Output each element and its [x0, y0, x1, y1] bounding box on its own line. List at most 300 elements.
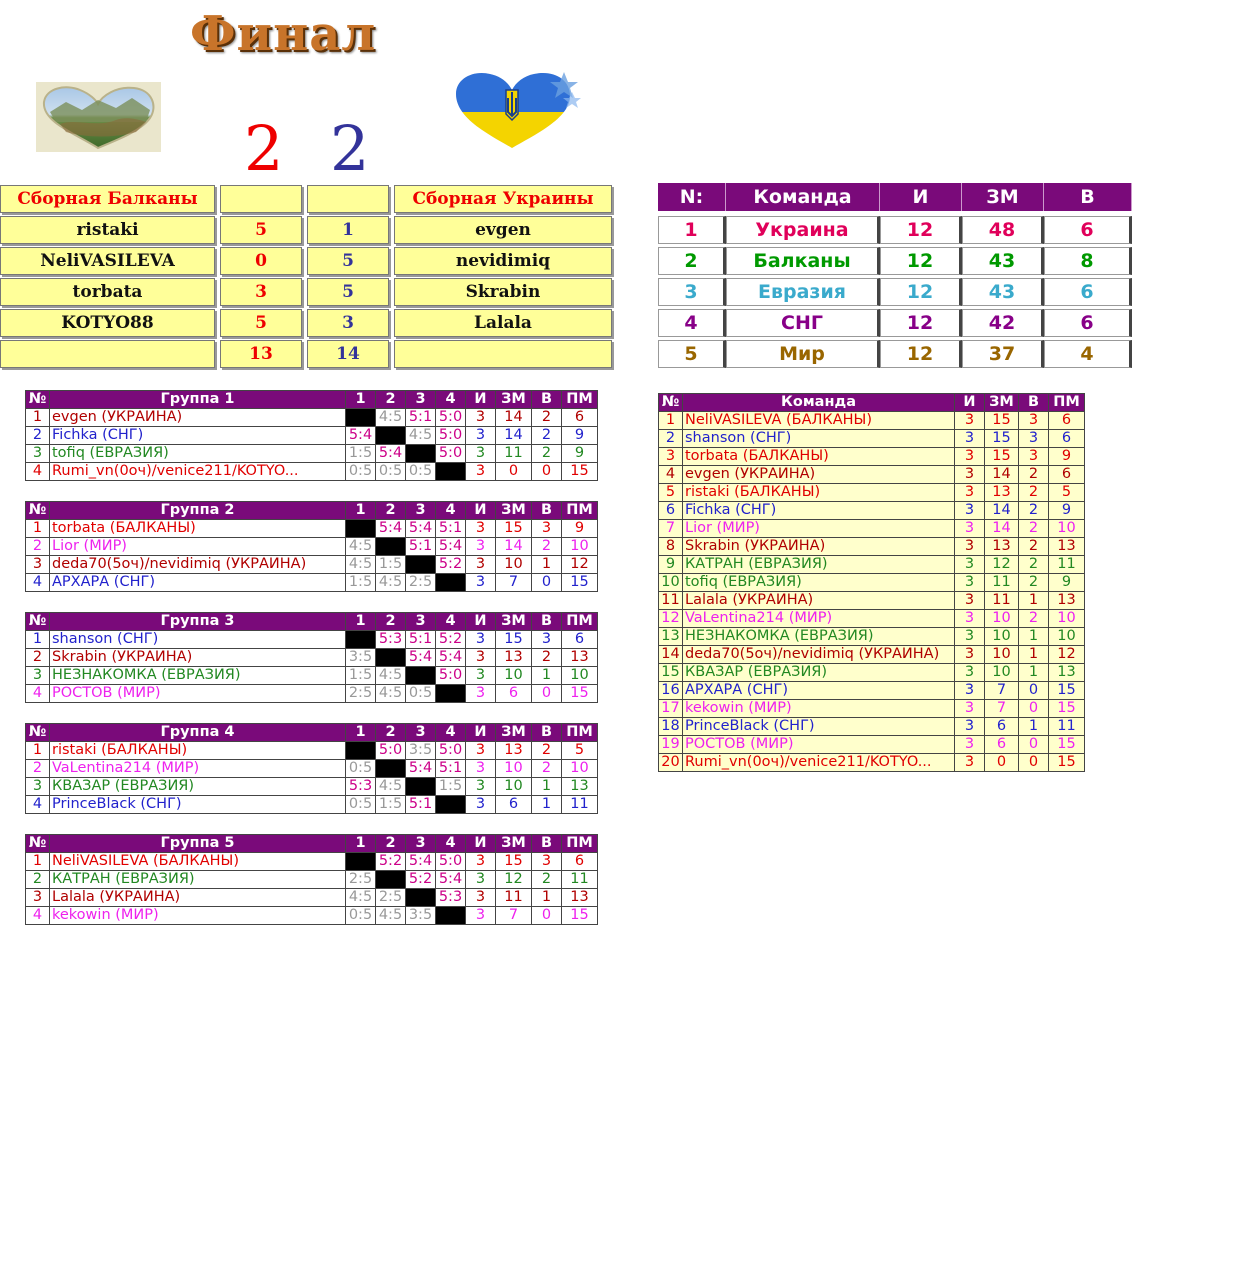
- player-right-score: 5: [307, 247, 389, 275]
- score-cell: [307, 185, 389, 213]
- stat-cell: 13: [496, 742, 532, 760]
- stat-cell: 15: [562, 463, 598, 481]
- stat-cell: 3: [466, 463, 496, 481]
- stat-cell: 10: [1049, 610, 1085, 628]
- table-row: [659, 484, 1085, 502]
- player-name: deda70(5оч)/nevidimiq (УКРАИНА): [50, 556, 346, 574]
- row-number: 1: [26, 631, 50, 649]
- team-left-name: Сборная Балканы: [0, 185, 215, 213]
- stat-cell: 2: [659, 430, 683, 448]
- game-score: 0:5: [406, 685, 436, 703]
- table-row: [26, 631, 598, 649]
- player-left: torbata: [0, 278, 215, 306]
- stat-cell: 3: [955, 520, 985, 538]
- group-header: И: [466, 391, 496, 409]
- player-name: evgen (УКРАИНА): [50, 409, 346, 427]
- stat-cell: 3: [955, 448, 985, 466]
- stat-cell: 3: [955, 574, 985, 592]
- standings-header: В: [1044, 183, 1132, 211]
- stat-cell: 3: [955, 646, 985, 664]
- game-score: 3:5: [406, 742, 436, 760]
- game-score: 0:5: [346, 907, 376, 925]
- stat-cell: 3: [955, 556, 985, 574]
- self-cell: [406, 445, 436, 463]
- group-header: №: [26, 724, 50, 742]
- player-name: ristaki (БАЛКАНЫ): [683, 484, 955, 502]
- standings-cell: 12: [880, 309, 962, 337]
- group-header: В: [532, 502, 562, 520]
- game-score: 2:5: [406, 574, 436, 592]
- stat-cell: 9: [562, 520, 598, 538]
- team-right-name: Сборная Украины: [394, 185, 612, 213]
- stat-cell: 11: [562, 871, 598, 889]
- stat-cell: 15: [985, 412, 1019, 430]
- table-row: [26, 907, 598, 925]
- row-number: 2: [26, 760, 50, 778]
- group-header: 1: [346, 724, 376, 742]
- stat-cell: 3: [955, 754, 985, 772]
- player-name: КАТРАН (ЕВРАЗИЯ): [50, 871, 346, 889]
- stat-cell: 10: [985, 646, 1019, 664]
- game-score: 5:1: [436, 520, 466, 538]
- game-score: 1:5: [346, 574, 376, 592]
- row-number: 1: [26, 520, 50, 538]
- standings-cell: 48: [962, 216, 1044, 244]
- table-row: [26, 667, 598, 685]
- player-name: NeliVASILEVA (БАЛКАНЫ): [683, 412, 955, 430]
- group-header: №: [26, 613, 50, 631]
- game-score: 5:0: [436, 742, 466, 760]
- stat-cell: 14: [985, 466, 1019, 484]
- standings-cell: 43: [962, 278, 1044, 306]
- row-number: 1: [26, 853, 50, 871]
- stat-cell: 0: [1019, 700, 1049, 718]
- game-score: 0:5: [346, 463, 376, 481]
- standings-cell: 4: [1044, 340, 1132, 368]
- player-right: evgen: [394, 216, 612, 244]
- player-name: КАТРАН (ЕВРАЗИЯ): [683, 556, 955, 574]
- row-number: 3: [26, 889, 50, 907]
- stat-cell: 2: [532, 445, 562, 463]
- game-score: 5:2: [436, 631, 466, 649]
- stat-cell: 6: [1049, 430, 1085, 448]
- game-score: 5:0: [436, 853, 466, 871]
- stat-cell: 8: [659, 538, 683, 556]
- table-row: [26, 853, 598, 871]
- group-header: 1: [346, 835, 376, 853]
- standings-cell: 6: [1044, 216, 1132, 244]
- table-row: [659, 520, 1085, 538]
- row-number: 3: [26, 445, 50, 463]
- stat-cell: 3: [466, 574, 496, 592]
- stat-cell: 7: [985, 700, 1019, 718]
- group-header: 4: [436, 613, 466, 631]
- player-name: Lior (МИР): [50, 538, 346, 556]
- stat-cell: 1: [1019, 718, 1049, 736]
- stat-cell: 1: [1019, 646, 1049, 664]
- stat-cell: 3: [466, 889, 496, 907]
- standings-header: ЗМ: [962, 183, 1044, 211]
- standings-cell: Украина: [726, 216, 880, 244]
- game-score: 5:3: [376, 631, 406, 649]
- stat-cell: 7: [659, 520, 683, 538]
- self-cell: [346, 853, 376, 871]
- stat-cell: 3: [466, 742, 496, 760]
- group-header: №: [26, 502, 50, 520]
- stat-cell: 15: [562, 574, 598, 592]
- row-number: 2: [26, 538, 50, 556]
- player-right: Skrabin: [394, 278, 612, 306]
- player-right-score: 1: [307, 216, 389, 244]
- game-score: 2:5: [346, 871, 376, 889]
- stat-cell: 7: [496, 574, 532, 592]
- stat-cell: 15: [496, 520, 532, 538]
- stat-cell: 3: [955, 430, 985, 448]
- group-header: 2: [376, 613, 406, 631]
- stat-cell: 0: [532, 907, 562, 925]
- game-score: 5:1: [436, 760, 466, 778]
- row-number: 4: [26, 907, 50, 925]
- game-score: 4:5: [376, 778, 406, 796]
- game-score: 1:5: [346, 445, 376, 463]
- stat-cell: 12: [659, 610, 683, 628]
- game-score: 4:5: [376, 409, 406, 427]
- group-header: В: [532, 391, 562, 409]
- stat-cell: 19: [659, 736, 683, 754]
- row-number: 3: [26, 778, 50, 796]
- group-header: Группа 3: [50, 613, 346, 631]
- player-name: Fichka (СНГ): [50, 427, 346, 445]
- group-header: №: [26, 835, 50, 853]
- stat-cell: 13: [496, 649, 532, 667]
- table-row: [26, 778, 598, 796]
- player-right-score: 5: [307, 278, 389, 306]
- stat-cell: 10: [562, 667, 598, 685]
- stat-cell: 10: [496, 556, 532, 574]
- game-score: 4:5: [376, 907, 406, 925]
- player-name: КВАЗАР (ЕВРАЗИЯ): [50, 778, 346, 796]
- group-table: [25, 834, 598, 925]
- stat-cell: 15: [496, 631, 532, 649]
- stat-cell: 3: [955, 736, 985, 754]
- table-row: [26, 445, 598, 463]
- stat-cell: 6: [562, 409, 598, 427]
- stat-cell: 0: [532, 685, 562, 703]
- stat-cell: 3: [466, 760, 496, 778]
- stat-cell: 15: [985, 448, 1019, 466]
- game-score: 5:4: [346, 427, 376, 445]
- group-header: 3: [406, 613, 436, 631]
- player-name: shanson (СНГ): [683, 430, 955, 448]
- rating-header: И: [955, 394, 985, 412]
- standings-header: И: [880, 183, 962, 211]
- stat-cell: 10: [496, 667, 532, 685]
- game-score: 3:5: [346, 649, 376, 667]
- stat-cell: 3: [659, 448, 683, 466]
- player-left: ristaki: [0, 216, 215, 244]
- game-score: 5:2: [376, 853, 406, 871]
- stat-cell: 3: [466, 853, 496, 871]
- table-row: [26, 463, 598, 481]
- table-row: [659, 646, 1085, 664]
- group-header: 1: [346, 502, 376, 520]
- stat-cell: 13: [1049, 592, 1085, 610]
- stat-cell: 7: [985, 682, 1019, 700]
- standings-cell: 5: [658, 340, 726, 368]
- self-cell: [436, 907, 466, 925]
- stat-cell: 20: [659, 754, 683, 772]
- stat-cell: 2: [1019, 610, 1049, 628]
- stat-cell: 6: [496, 796, 532, 814]
- stat-cell: 6: [496, 685, 532, 703]
- stat-cell: 3: [955, 628, 985, 646]
- stat-cell: 10: [985, 628, 1019, 646]
- stat-cell: 1: [1019, 592, 1049, 610]
- player-name: НЕЗНАКОМКА (ЕВРАЗИЯ): [50, 667, 346, 685]
- stat-cell: 15: [1049, 682, 1085, 700]
- stat-cell: 2: [532, 760, 562, 778]
- self-cell: [436, 685, 466, 703]
- mountain-heart-image: [36, 82, 161, 152]
- stat-cell: 2: [1019, 484, 1049, 502]
- group-header: 3: [406, 724, 436, 742]
- group-header: 2: [376, 724, 406, 742]
- stat-cell: 3: [466, 778, 496, 796]
- stat-cell: 13: [1049, 538, 1085, 556]
- group-header: ЗМ: [496, 613, 532, 631]
- group-header: 3: [406, 502, 436, 520]
- game-score: 5:0: [436, 445, 466, 463]
- player-name: shanson (СНГ): [50, 631, 346, 649]
- group-header: ЗМ: [496, 835, 532, 853]
- stat-cell: 3: [955, 466, 985, 484]
- stat-cell: 6: [1049, 412, 1085, 430]
- player-right-score: 3: [307, 309, 389, 337]
- stat-cell: 11: [985, 592, 1019, 610]
- stat-cell: 0: [1019, 736, 1049, 754]
- standings-cell: Балканы: [726, 247, 880, 275]
- player-name: Lior (МИР): [683, 520, 955, 538]
- stat-cell: 2: [532, 427, 562, 445]
- game-score: 5:4: [376, 520, 406, 538]
- stat-cell: 14: [985, 502, 1019, 520]
- stat-cell: 3: [532, 853, 562, 871]
- total-left: 13: [220, 340, 302, 368]
- stat-cell: 3: [466, 427, 496, 445]
- game-score: 5:4: [406, 649, 436, 667]
- stat-cell: 3: [955, 412, 985, 430]
- self-cell: [376, 427, 406, 445]
- self-cell: [376, 760, 406, 778]
- stat-cell: 2: [1019, 556, 1049, 574]
- stat-cell: 0: [532, 463, 562, 481]
- stat-cell: 3: [955, 718, 985, 736]
- stat-cell: 15: [659, 664, 683, 682]
- player-name: tofiq (ЕВРАЗИЯ): [50, 445, 346, 463]
- rating-header: №: [659, 394, 683, 412]
- player-left-score: 3: [220, 278, 302, 306]
- standings-cell: 8: [1044, 247, 1132, 275]
- stat-cell: 1: [659, 412, 683, 430]
- group-header: Группа 1: [50, 391, 346, 409]
- table-row: [659, 556, 1085, 574]
- game-score: 1:5: [436, 778, 466, 796]
- game-score: 4:5: [406, 427, 436, 445]
- total-right: 14: [307, 340, 389, 368]
- stat-cell: 1: [1019, 664, 1049, 682]
- group-header: 1: [346, 391, 376, 409]
- table-row: [26, 760, 598, 778]
- stat-cell: 12: [985, 556, 1019, 574]
- game-score: 5:2: [436, 556, 466, 574]
- table-row: [26, 574, 598, 592]
- stat-cell: 5: [1049, 484, 1085, 502]
- standings-cell: 12: [880, 247, 962, 275]
- stat-cell: 3: [955, 484, 985, 502]
- self-cell: [376, 538, 406, 556]
- table-row: [659, 736, 1085, 754]
- self-cell: [346, 409, 376, 427]
- game-score: 5:4: [436, 871, 466, 889]
- group-table: [25, 612, 598, 703]
- stat-cell: 15: [985, 430, 1019, 448]
- player-name: tofiq (ЕВРАЗИЯ): [683, 574, 955, 592]
- stat-cell: 14: [496, 538, 532, 556]
- stat-cell: 17: [659, 700, 683, 718]
- standings-cell: 37: [962, 340, 1044, 368]
- player-right: Lalala: [394, 309, 612, 337]
- game-score: 4:5: [346, 538, 376, 556]
- row-number: 2: [26, 649, 50, 667]
- group-header: ЗМ: [496, 502, 532, 520]
- game-score: 4:5: [376, 685, 406, 703]
- empty-cell: [394, 340, 612, 368]
- game-score: 5:3: [346, 778, 376, 796]
- score-left: 2: [244, 112, 284, 185]
- self-cell: [346, 520, 376, 538]
- stat-cell: 6: [1049, 466, 1085, 484]
- stat-cell: 3: [532, 520, 562, 538]
- game-score: 5:0: [376, 742, 406, 760]
- stat-cell: 0: [532, 574, 562, 592]
- standings-cell: 6: [1044, 278, 1132, 306]
- game-score: 5:4: [376, 445, 406, 463]
- player-name: PrinceBlack (СНГ): [683, 718, 955, 736]
- stat-cell: 2: [1019, 574, 1049, 592]
- self-cell: [346, 631, 376, 649]
- stat-cell: 3: [466, 409, 496, 427]
- stat-cell: 15: [562, 685, 598, 703]
- stat-cell: 15: [562, 907, 598, 925]
- self-cell: [406, 889, 436, 907]
- stat-cell: 15: [496, 853, 532, 871]
- game-score: 5:1: [406, 409, 436, 427]
- player-name: kekowin (МИР): [683, 700, 955, 718]
- game-score: 5:0: [436, 427, 466, 445]
- stat-cell: 0: [985, 754, 1019, 772]
- group-header: 4: [436, 724, 466, 742]
- player-right: nevidimiq: [394, 247, 612, 275]
- page-title: Финал: [190, 6, 377, 62]
- stat-cell: 10: [659, 574, 683, 592]
- stat-cell: 10: [985, 664, 1019, 682]
- stat-cell: 2: [1019, 520, 1049, 538]
- player-left-score: 5: [220, 309, 302, 337]
- game-score: 5:2: [406, 871, 436, 889]
- stat-cell: 2: [532, 649, 562, 667]
- table-row: [26, 796, 598, 814]
- stat-cell: 3: [466, 520, 496, 538]
- rating-header: Команда: [683, 394, 955, 412]
- stat-cell: 14: [985, 520, 1019, 538]
- stat-cell: 6: [985, 718, 1019, 736]
- stat-cell: 13: [985, 538, 1019, 556]
- group-header: И: [466, 613, 496, 631]
- stat-cell: 1: [1019, 628, 1049, 646]
- group-header: 3: [406, 391, 436, 409]
- stat-cell: 3: [955, 664, 985, 682]
- player-left: KOTYO88: [0, 309, 215, 337]
- group-header: В: [532, 724, 562, 742]
- group-table: [25, 390, 598, 481]
- stat-cell: 3: [466, 907, 496, 925]
- standings-cell: 4: [658, 309, 726, 337]
- group-header: Группа 2: [50, 502, 346, 520]
- row-number: 3: [26, 556, 50, 574]
- standings-cell: 3: [658, 278, 726, 306]
- table-row: [659, 718, 1085, 736]
- row-number: 1: [26, 409, 50, 427]
- stat-cell: 10: [1049, 628, 1085, 646]
- stat-cell: 14: [659, 646, 683, 664]
- stat-cell: 13: [659, 628, 683, 646]
- stat-cell: 12: [562, 556, 598, 574]
- player-name: deda70(5оч)/nevidimiq (УКРАИНА): [683, 646, 955, 664]
- game-score: 5:4: [436, 538, 466, 556]
- game-score: 5:0: [436, 409, 466, 427]
- standings-cell: 43: [962, 247, 1044, 275]
- player-name: kekowin (МИР): [50, 907, 346, 925]
- self-cell: [436, 574, 466, 592]
- stat-cell: 3: [532, 631, 562, 649]
- group-header: 4: [436, 835, 466, 853]
- game-score: 5:1: [406, 631, 436, 649]
- stat-cell: 3: [955, 502, 985, 520]
- stat-cell: 3: [955, 700, 985, 718]
- player-name: NeliVASILEVA (БАЛКАНЫ): [50, 853, 346, 871]
- stat-cell: 13: [1049, 664, 1085, 682]
- player-name: Fichka (СНГ): [683, 502, 955, 520]
- stat-cell: 3: [1019, 448, 1049, 466]
- stat-cell: 0: [496, 463, 532, 481]
- stat-cell: 14: [496, 427, 532, 445]
- row-number: 4: [26, 685, 50, 703]
- stat-cell: 9: [1049, 448, 1085, 466]
- game-score: 5:3: [436, 889, 466, 907]
- stat-cell: 3: [466, 631, 496, 649]
- row-number: 1: [26, 742, 50, 760]
- game-score: 4:5: [376, 574, 406, 592]
- stat-cell: 13: [985, 484, 1019, 502]
- stat-cell: 1: [532, 796, 562, 814]
- standings-cell: Евразия: [726, 278, 880, 306]
- stat-cell: 0: [1019, 682, 1049, 700]
- player-name: НЕЗНАКОМКА (ЕВРАЗИЯ): [683, 628, 955, 646]
- row-number: 3: [26, 667, 50, 685]
- row-number: 4: [26, 574, 50, 592]
- standings-cell: Мир: [726, 340, 880, 368]
- group-header: Группа 4: [50, 724, 346, 742]
